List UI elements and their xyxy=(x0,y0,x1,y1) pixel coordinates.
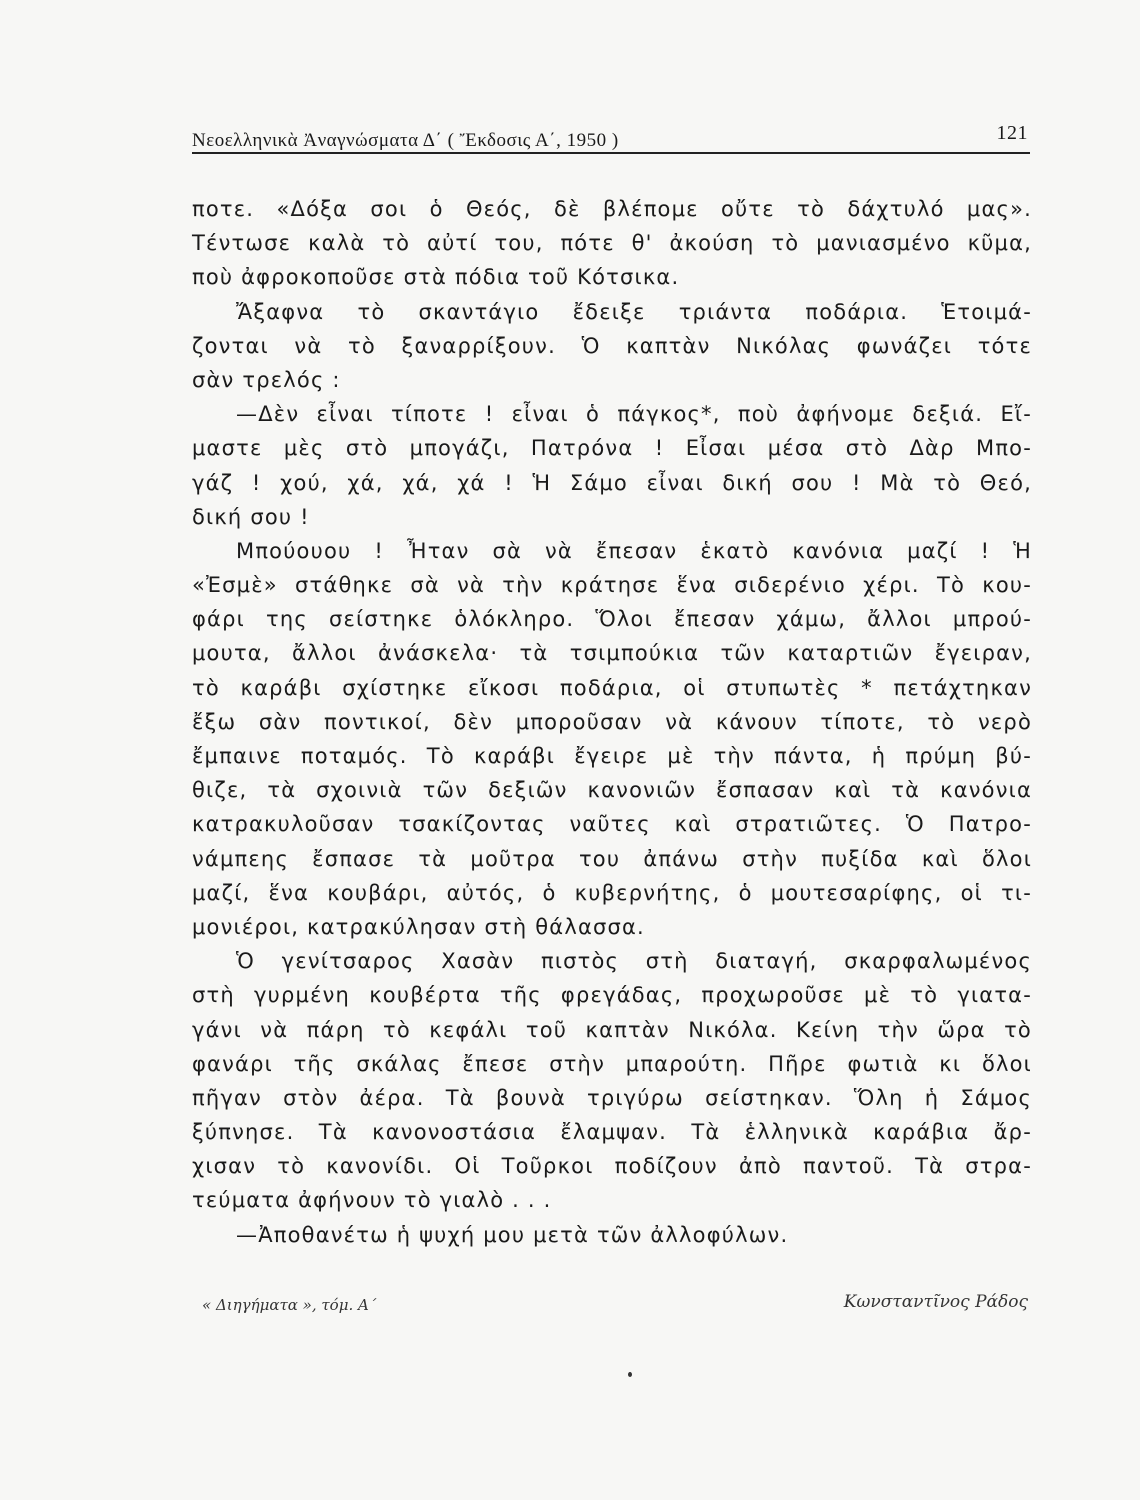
header-rule xyxy=(192,152,1030,154)
text-line: «Ἐσμὲ» στάθηκε σὰ νὰ τὴν κράτησε ἕνα σιδερένιο χέρι. Τὸ κου- xyxy=(192,573,1032,598)
running-title: Νεοελληνικὰ Ἀναγνώσματα Δ΄ ( Ἔκδοσις Α΄, 1950 ) xyxy=(192,130,619,151)
text-line: σὰν τρελός : xyxy=(192,367,341,392)
text-line: ἔμπαινε ποταμός. Τὸ καράβι ἔγειρε μὲ τὴν πάντα, ἡ πρύμη βύ- xyxy=(192,744,1032,768)
page-number: 121 xyxy=(996,122,1028,144)
text-line: ζονται νὰ τὸ ξαναρρίξουν. Ὁ καπτὰν Νικόλας φωνάζει τότε xyxy=(192,333,1032,358)
text-line: ποτε. «Δόξα σοι ὁ Θεός, δὲ βλέπομε οὔτε τὸ δάχτυλό μας». xyxy=(192,197,1032,221)
page-header xyxy=(192,122,1032,154)
text-line: τεύματα ἀφήνουν τὸ γιαλὸ . . . xyxy=(192,1188,552,1213)
page-footer xyxy=(192,1292,1032,1326)
text-line: μονιέροι, κατρακύλησαν στὴ θάλασσα. xyxy=(192,914,645,939)
ink-speck xyxy=(628,1372,632,1377)
body-text xyxy=(192,192,1032,1252)
text-line: χισαν τὸ κανονίδι. Οἱ Τοῦρκοι ποδίζουν ἀπὸ παντοῦ. Τὰ στρα- xyxy=(192,1154,1032,1179)
text-line: ξύπνησε. Τὰ κανονοστάσια ἔλαμψαν. Τὰ ἑλληνικὰ καράβια ἄρ- xyxy=(192,1120,1032,1145)
text-line: Μπούουου ! Ἦταν σὰ νὰ ἔπεσαν ἑκατὸ κανόνια μαζί ! Ἡ xyxy=(236,538,1032,563)
text-line: ποὺ ἀφροκοποῦσε στὰ πόδια τοῦ Κότσικα. xyxy=(192,265,680,290)
author-name: Κωνσταντῖνος Ράδος xyxy=(843,1292,1028,1312)
text-line: Ἄξαφνα τὸ σκαντάγιο ἔδειξε τριάντα ποδάρια. Ἑτοιμά- xyxy=(236,299,1032,324)
text-line: φάρι της σείστηκε ὁλόκληρο. Ὅλοι ἔπεσαν χάμω, ἄλλοι μπρού- xyxy=(192,607,1032,632)
text-line: νάμπεης ἔσπασε τὰ μοῦτρα του ἀπάνω στὴν πυξίδα καὶ ὅλοι xyxy=(192,846,1032,871)
text-line: Τέντωσε καλὰ τὸ αὐτί του, πότε θ' ἀκούση τὸ μανιασμένο κῦμα, xyxy=(192,231,1032,256)
text-line: μουτα, ἄλλοι ἀνάσκελα· τὰ τσιμπούκια τῶν καταρτιῶν ἔγειραν, xyxy=(192,641,1032,666)
text-line: πῆγαν στὸν ἀέρα. Τὰ βουνὰ τριγύρω σείστηκαν. Ὅλη ἡ Σάμος xyxy=(192,1085,1032,1110)
text-line: κατρακυλοῦσαν τσακίζοντας ναῦτες καὶ στρατιῶτες. Ὁ Πατρο- xyxy=(192,812,1032,837)
text-line: μαζί, ἕνα κουβάρι, αὐτός, ὁ κυβερνήτης, ὁ μουτεσαρίφης, οἱ τι- xyxy=(192,880,1032,905)
text-line: γάνι νὰ πάρη τὸ κεφάλι τοῦ καπτὰν Νικόλα. Κείνη τὴν ὥρα τὸ xyxy=(192,1017,1032,1042)
text-line: Ὁ γενίτσαρος Χασὰν πιστὸς στὴ διαταγή, σκαρφαλωμένος xyxy=(236,949,1032,974)
text-line: στὴ γυρμένη κουβέρτα τῆς φρεγάδας, προχωροῦσε μὲ τὸ γιατα- xyxy=(192,983,1032,1008)
text-line: φανάρι τῆς σκάλας ἔπεσε στὴν μπαρούτη. Πῆρε φωτιὰ κι ὅλοι xyxy=(192,1051,1032,1076)
source-citation: « Διηγήματα », τόμ. Α΄ xyxy=(202,1296,377,1314)
text-line: —Ἀποθανέτω ἡ ψυχή μου μετὰ τῶν ἀλλοφύλων. xyxy=(236,1222,789,1247)
text-line: —Δὲν εἶναι τίποτε ! εἶναι ὁ πάγκος*, ποὺ ἀφήνομε δεξιά. Εἴ- xyxy=(236,402,1032,427)
text-line: μαστε μὲς στὸ μπογάζι, Πατρόνα ! Εἶσαι μέσα στὸ Δὰρ Μπο- xyxy=(192,436,1032,461)
text-line: γάζ ! χού, χά, χά, χά ! Ἡ Σάμο εἶναι δική σου ! Μὰ τὸ Θεό, xyxy=(192,470,1032,495)
text-line: ἔξω σὰν ποντικοί, δὲν μποροῦσαν νὰ κάνουν τίποτε, τὸ νερὸ xyxy=(192,709,1032,734)
text-line: δική σου ! xyxy=(192,504,310,529)
text-line: θιζε, τὰ σχοινιὰ τῶν δεξιῶν κανονιῶν ἔσπασαν καὶ τὰ κανόνια xyxy=(192,778,1032,803)
text-line: τὸ καράβι σχίστηκε εἴκοσι ποδάρια, οἱ στυπωτὲς * πετάχτηκαν xyxy=(192,675,1032,700)
